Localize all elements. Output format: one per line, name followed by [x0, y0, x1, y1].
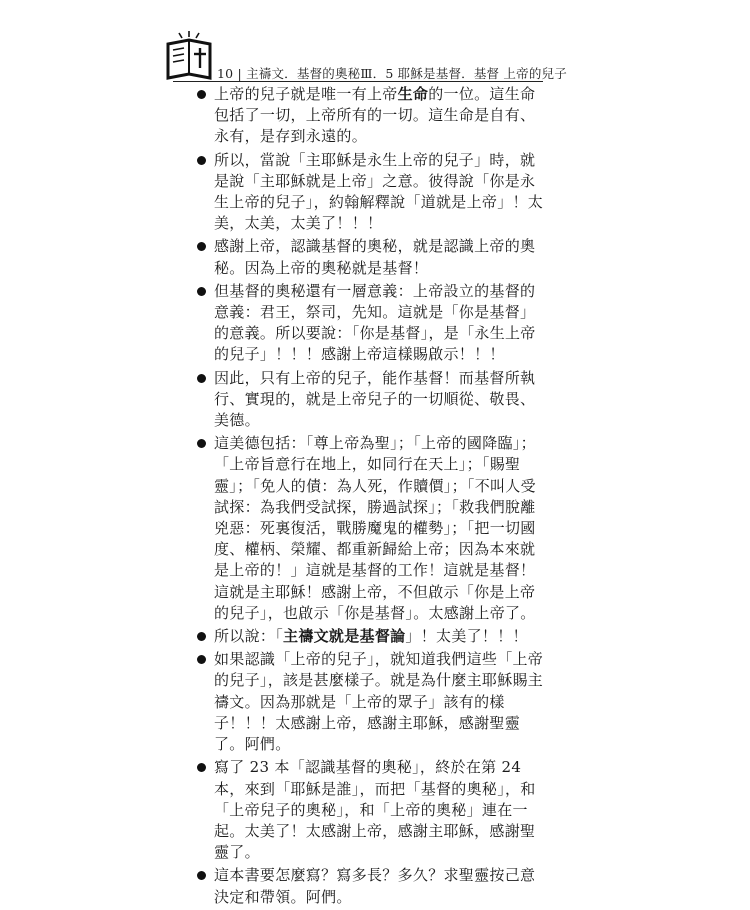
- bullet-icon: [197, 439, 206, 448]
- bullet-icon: [197, 287, 206, 296]
- running-head: 10 | 主禱文．基督的奧秘Ⅲ．5 耶穌是基督．基督 上帝的兒子: [217, 66, 567, 81]
- list-item: [197, 368, 549, 432]
- text-segment: 但基督的奧秘還有一層意義：上帝設立的基督的意義：君王，祭司，先知。這就是「你是基督」的意義。所以要說：「你是基督」，是「永生上帝的兒子」！！！感謝上帝這樣賜啟示！！！: [214, 281, 536, 364]
- list-item: [197, 865, 549, 907]
- list-item-text: [214, 626, 549, 647]
- text-segment: 所以說：「: [214, 627, 284, 646]
- text-segment: 這美德包括：「尊上帝為聖」；「上帝的國降臨」；「上帝旨意行在地上，如同行在天上」；「賜聖靈」；「免人的債：為人死，作贖價」；「不叫人受試探：為我們受試探，勝過試探」；「救我們脫離兇惡：死裏復活，戰勝魔鬼的權勢」；「把一切國度、權柄、榮耀、都重新歸給上帝；因為本來就是上帝的！」這就是基督的工作！這就是基督！這就是主耶穌！感謝上帝，不但啟示「你是上帝的兒子」，也啟示「你是基督」。太感謝上帝了。: [214, 434, 536, 622]
- list-item: [197, 281, 549, 366]
- list-item-text: [214, 865, 549, 907]
- list-item-text: [214, 84, 549, 148]
- text-segment: 如果認識「上帝的兒子」，就知道我們這些「上帝的兒子」，該是甚麼樣子。就是為什麼主耶穌賜主禱文。因為那就是「上帝的眾子」該有的樣子！！！太感謝上帝，感謝主耶穌，感謝聖靈了。阿們。: [214, 650, 544, 754]
- emphasis-text: 主禱文就是基督論: [283, 627, 406, 646]
- open-book-cross-icon: [165, 28, 213, 82]
- list-item-text: [214, 236, 549, 278]
- bullet-icon: [197, 90, 206, 99]
- bullet-icon: [197, 632, 206, 641]
- text-segment: 所以，當說「主耶穌是永生上帝的兒子」時，就是說「主耶穌就是上帝」之意。彼得說「你是永生上帝的兒子」，約翰解釋說「道就是上帝」！太美，太美，太美了！！！: [214, 150, 544, 233]
- header-rule: [173, 81, 543, 82]
- bullet-icon: [197, 374, 206, 383]
- page-header: [165, 28, 567, 82]
- bullet-icon: [197, 763, 206, 772]
- list-item: [197, 757, 549, 863]
- list-item-text: [214, 649, 549, 755]
- list-item: [197, 150, 549, 235]
- text-segment: 寫了 23 本「認識基督的奧秘」，終於在第 24 本，來到「耶穌是誰」，而把「基督的奧秘」，和「上帝兒子的奧秘」，和「上帝的奧秘」連在一起。太美了！太感謝上帝，感謝主耶穌，感謝聖靈了。: [214, 758, 536, 862]
- list-item-text: [214, 433, 549, 624]
- list-item: [197, 433, 549, 624]
- list-item-text: [214, 150, 549, 235]
- bullet-list: [197, 84, 549, 910]
- list-item-text: [214, 368, 549, 432]
- text-segment: 這本書要怎麼寫？寫多長？多久？求聖靈按己意決定和帶領。阿們。: [214, 866, 536, 906]
- list-item: [197, 626, 549, 647]
- emphasis-text: 生命: [397, 85, 429, 103]
- bullet-icon: [197, 655, 206, 664]
- text-segment: 感謝上帝，認識基督的奧秘，就是認識上帝的奧秘。因為上帝的奧秘就是基督！: [214, 237, 536, 277]
- list-item: [197, 236, 549, 278]
- bullet-icon: [197, 871, 206, 880]
- list-item: [197, 649, 549, 755]
- text-segment: 」！太美了！！！: [405, 627, 528, 646]
- list-item-text: [214, 757, 549, 863]
- text-segment: 的一位。這生命包括了一切，上帝所有的一切。這生命是自有、永有，是存到永遠的。: [214, 85, 536, 146]
- list-item-text: [214, 281, 549, 366]
- bullet-icon: [197, 242, 206, 251]
- list-item: [197, 84, 549, 148]
- text-segment: 因此，只有上帝的兒子，能作基督！而基督所執行、實現的，就是上帝兒子的一切順從、敬畏、美德。: [214, 368, 536, 430]
- bullet-icon: [197, 156, 206, 165]
- text-segment: 上帝的兒子就是唯一有上帝: [214, 85, 398, 103]
